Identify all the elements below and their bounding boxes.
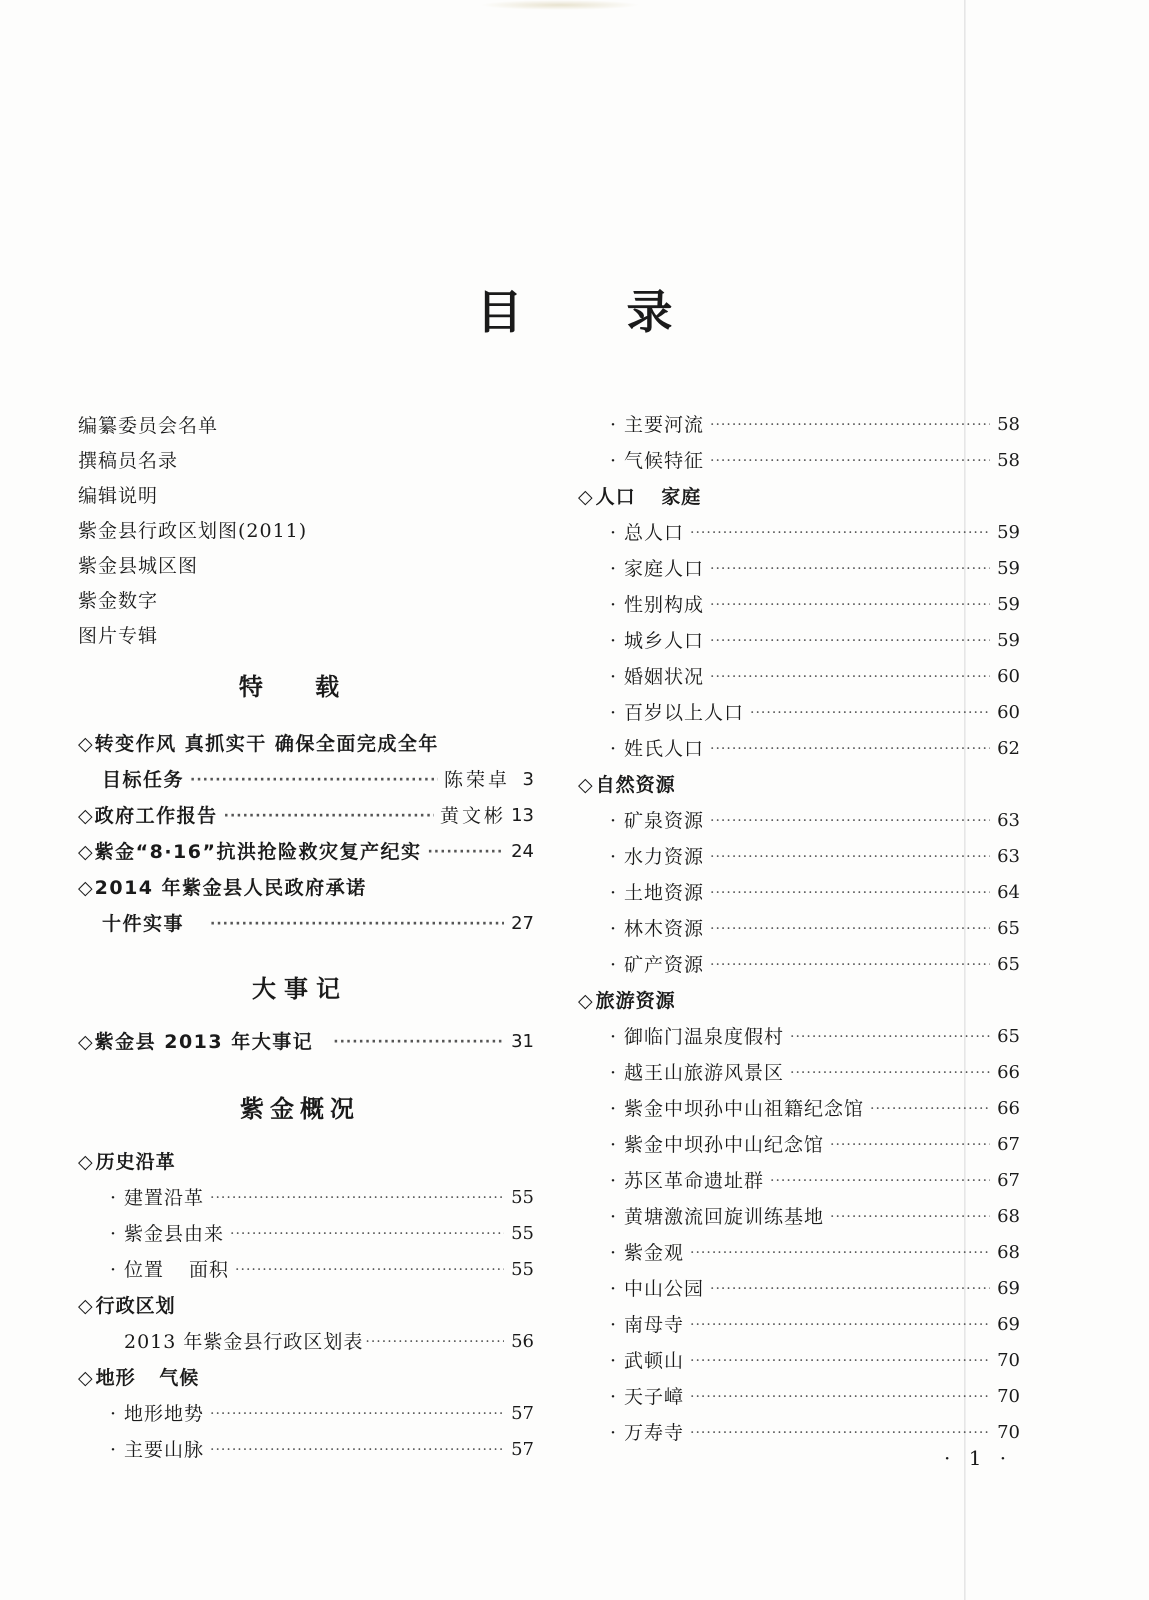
entry-author: 陈荣卓 [443,769,510,791]
bullet-icon: · [109,1403,117,1425]
toc-entry[interactable] [578,870,1020,906]
toc-entry[interactable] [78,757,534,793]
entry-label: 政府工作报告 [94,805,218,827]
category-label: 旅游资源 [595,990,676,1012]
entry-label: 紫金县城区图 [78,555,199,577]
leader-dots [710,592,990,618]
bullet-icon: · [609,414,617,436]
entry-page: 60 [997,702,1020,723]
leader-dots [710,556,990,582]
toc-entry[interactable] [578,1410,1020,1446]
leader-dots [710,952,990,978]
entry-label: 紫金“8·16”抗洪抢险救灾复产纪实 [94,841,422,863]
bullet-icon: · [609,630,617,652]
leader-dots [690,1420,990,1446]
toc-entry[interactable] [78,579,534,614]
toc-entry[interactable] [578,1194,1020,1230]
toc-entry[interactable] [78,1175,534,1211]
toc-entry[interactable] [578,1158,1020,1194]
toc-entry[interactable] [578,582,1020,618]
entry-page: 56 [511,1331,534,1352]
entry-label: 位置 面积 [124,1259,230,1281]
leader-dots [210,1437,504,1463]
leader-dots [790,1024,990,1050]
entry-page: 67 [997,1170,1020,1191]
entry-page: 31 [511,1031,534,1052]
bullet-icon: · [609,522,617,544]
entry-page: 66 [997,1062,1020,1083]
entry-label: 矿泉资源 [624,810,705,832]
entry-label: 紫金中坝孙中山祖籍纪念馆 [624,1098,865,1120]
leader-dots [710,808,990,834]
entry-label: 苏区革命遗址群 [624,1170,765,1192]
category-heading[interactable] [578,474,1020,510]
diamond-icon: ◇ [78,805,93,827]
toc-entry[interactable] [78,865,534,901]
title-char-left: 目 [476,285,523,339]
entry-label: 性别构成 [624,594,705,616]
category-heading[interactable] [578,762,1020,798]
scan-smudge [480,0,640,10]
entry-label: 建置沿革 [124,1187,205,1209]
bullet-icon: · [109,1439,117,1461]
bullet-icon: · [609,1314,617,1336]
entry-label: 2013 年紫金县行政区划表 [124,1331,364,1353]
toc-entry[interactable] [578,942,1020,978]
category-heading[interactable] [78,1139,534,1175]
toc-entry[interactable] [78,614,534,649]
bullet-icon: · [609,666,617,688]
diamond-icon: ◇ [78,841,93,863]
toc-entry[interactable] [578,438,1020,474]
leader-dots [710,448,990,474]
entry-page: 70 [997,1386,1020,1407]
bullet-icon: · [609,1134,617,1156]
entry-page: 69 [997,1278,1020,1299]
toc-entry[interactable] [78,1019,534,1055]
entry-page: 67 [997,1134,1020,1155]
toc-entry[interactable] [578,1014,1020,1050]
toc-entry[interactable] [578,834,1020,870]
leader-dots [710,736,990,762]
toc-right-column [578,402,1020,1446]
entry-label: 紫金县 2013 年大事记 [94,1031,314,1053]
entry-page: 69 [997,1314,1020,1335]
leader-dots [210,1185,504,1211]
leader-dots [365,1329,504,1355]
bullet-icon: · [609,1098,617,1120]
bullet-icon: · [609,1386,617,1408]
toc-entry[interactable] [578,690,1020,726]
entry-label: 十件实事 [102,913,185,935]
entry-page: 55 [511,1187,534,1208]
toc-entry[interactable] [78,793,534,829]
diamond-icon: ◇ [578,990,594,1012]
category-label: 地形 气候 [95,1367,200,1389]
leader-dots [770,1168,990,1194]
entry-page: 59 [997,522,1020,543]
leader-dots [690,520,990,546]
entry-page: 55 [511,1259,534,1280]
diamond-icon: ◇ [578,774,594,796]
bullet-icon: · [609,450,617,472]
toc-entry[interactable] [578,1086,1020,1122]
entry-page: 68 [997,1242,1020,1263]
bullet-icon: · [609,558,617,580]
entry-page: 55 [511,1223,534,1244]
leader-dots [750,700,990,726]
entry-label: 紫金观 [624,1242,685,1264]
entry-label: 地形地势 [124,1403,205,1425]
toc-entry[interactable] [78,1247,534,1283]
entry-page: 63 [997,846,1020,867]
bullet-icon: · [609,1278,617,1300]
entry-page: 65 [997,918,1020,939]
entry-author: 黄文彬 [439,805,506,827]
bullet-icon: · [609,810,617,832]
entry-page: 70 [997,1422,1020,1443]
category-heading[interactable] [578,978,1020,1014]
entry-page: 57 [511,1439,534,1460]
toc-entry[interactable] [578,510,1020,546]
bullet-icon: · [609,1062,617,1084]
leader-dots [427,839,504,865]
category-label: 自然资源 [595,774,676,796]
entry-page: 65 [997,1026,1020,1047]
bullet-icon: · [609,738,617,760]
entry-page: 66 [997,1098,1020,1119]
leader-dots [230,1221,504,1247]
diamond-icon: ◇ [78,1367,94,1389]
bullet-icon: · [609,1170,617,1192]
leader-dots [710,412,990,438]
toc-entry[interactable] [578,654,1020,690]
bullet-icon: · [109,1259,117,1281]
entry-label: 城乡人口 [624,630,705,652]
entry-label: 主要山脉 [124,1439,205,1461]
entry-label: 姓氏人口 [624,738,705,760]
entry-label: 武顿山 [624,1350,685,1372]
leader-dots [210,1401,504,1427]
leader-dots [710,1276,990,1302]
entry-label: 编辑说明 [78,485,159,507]
toc-entry[interactable] [578,1338,1020,1374]
entry-page: 70 [997,1350,1020,1371]
bullet-icon: · [609,882,617,904]
toc-entry[interactable] [78,1211,534,1247]
leader-dots [710,844,990,870]
entry-page: 62 [997,738,1020,759]
entry-label: 紫金县由来 [124,1223,225,1245]
toc-entry[interactable] [578,1374,1020,1410]
toc-entry[interactable] [78,404,534,439]
entry-page: 68 [997,1206,1020,1227]
category-label: 行政区划 [95,1295,176,1317]
entry-label: 越王山旅游风景区 [624,1062,785,1084]
leader-dots [870,1096,990,1122]
toc-entry[interactable] [578,402,1020,438]
leader-dots [690,1384,990,1410]
entry-label: 家庭人口 [624,558,705,580]
leader-dots [710,628,990,654]
bullet-icon: · [609,1350,617,1372]
entry-page: 64 [997,882,1020,903]
entry-label: 万寿寺 [624,1422,685,1444]
bullet-icon: · [609,702,617,724]
leader-dots [830,1204,990,1230]
entry-label: 目标任务 [102,769,185,791]
bullet-icon: · [609,846,617,868]
entry-page: 13 [511,805,534,826]
entry-label: 天子嶂 [624,1386,685,1408]
section-heading-special: 特 载 [238,673,362,701]
leader-dots [224,803,434,829]
category-heading[interactable] [78,1355,534,1391]
bullet-icon: · [609,1026,617,1048]
entry-label: 图片专辑 [78,625,159,647]
toc-entry[interactable] [578,906,1020,942]
leader-dots [710,664,990,690]
entry-label: 紫金县行政区划图(2011) [78,520,308,542]
toc-entry[interactable] [578,1230,1020,1266]
entry-page: 59 [997,558,1020,579]
diamond-icon: ◇ [78,1151,94,1173]
leader-dots [235,1257,504,1283]
entry-label: 百岁以上人口 [624,702,745,724]
entry-label: 总人口 [624,522,685,544]
toc-entry[interactable] [78,1319,534,1355]
toc-entry[interactable] [578,546,1020,582]
entry-page: 60 [997,666,1020,687]
toc-entry[interactable] [578,726,1020,762]
toc-entry[interactable] [78,1427,534,1463]
section-heading-overview: 紫金概况 [240,1095,360,1123]
toc-entry[interactable] [578,1050,1020,1086]
diamond-icon: ◇ [78,1295,94,1317]
leader-dots [190,767,438,793]
entry-label: 主要河流 [624,414,705,436]
entry-page: 57 [511,1403,534,1424]
entry-label: 紫金数字 [78,590,159,612]
bullet-icon: · [609,594,617,616]
category-heading[interactable] [78,1283,534,1319]
section-heading-events: 大事记 [252,975,348,1003]
bullet-icon: · [109,1187,117,1209]
entry-label: 紫金中坝孙中山纪念馆 [624,1134,825,1156]
title-char-right: 录 [626,285,673,339]
toc-entry[interactable] [578,618,1020,654]
bullet-icon: · [609,1242,617,1264]
bullet-icon: · [609,918,617,940]
toc-entry[interactable] [78,829,534,865]
entry-page: 58 [997,450,1020,471]
entry-label: 中山公园 [624,1278,705,1300]
bullet-icon: · [609,1206,617,1228]
entry-page: 59 [997,594,1020,615]
category-label: 人口 家庭 [595,486,702,508]
entry-page: 27 [511,913,534,934]
entry-label: 黄塘激流回旋训练基地 [624,1206,825,1228]
bullet-icon: · [609,1422,617,1444]
entry-page: 58 [997,414,1020,435]
toc-entry[interactable] [78,901,534,937]
entry-label: 婚姻状况 [624,666,705,688]
bullet-icon: · [109,1223,117,1245]
entry-label: 气候特征 [624,450,705,472]
entry-label: 南母寺 [624,1314,685,1336]
category-label: 历史沿革 [95,1151,176,1173]
entry-label: 林木资源 [624,918,705,940]
leader-dots [790,1060,990,1086]
diamond-icon: ◇ [78,1031,93,1053]
toc-entry[interactable] [578,1302,1020,1338]
entry-page: 24 [511,841,534,862]
bullet-icon: · [609,954,617,976]
entry-label: 御临门温泉度假村 [624,1026,785,1048]
entry-label: 矿产资源 [624,954,705,976]
toc-entry[interactable] [78,721,534,757]
entry-label: 土地资源 [624,882,705,904]
entry-label: 2014 年紫金县人民政府承诺 [94,877,367,899]
toc-entry[interactable] [78,474,534,509]
page-title [0,282,1149,342]
diamond-icon: ◇ [578,486,594,508]
leader-dots [710,916,990,942]
leader-dots [210,911,504,937]
toc-entry[interactable] [78,544,534,579]
entry-page: 63 [997,810,1020,831]
entry-label: 水力资源 [624,846,705,868]
toc-entry[interactable] [578,1122,1020,1158]
leader-dots [690,1312,990,1338]
leader-dots [690,1240,990,1266]
toc-entry[interactable] [578,1266,1020,1302]
leader-dots [333,1029,504,1055]
leader-dots [830,1132,990,1158]
entry-page: 3 [522,769,534,790]
entry-page: 65 [997,954,1020,975]
toc-left-column [78,404,534,1463]
entry-label: 撰稿员名录 [78,450,179,472]
toc-entry[interactable] [78,439,534,474]
leader-dots [690,1348,990,1374]
toc-entry[interactable] [78,509,534,544]
diamond-icon: ◇ [78,733,93,755]
toc-entry[interactable] [578,798,1020,834]
diamond-icon: ◇ [78,877,93,899]
entry-label: 编纂委员会名单 [78,415,219,437]
entry-label: 转变作风 真抓实干 确保全面完成全年 [94,733,439,755]
page-number: · 1 · [944,1446,1013,1470]
toc-entry[interactable] [78,1391,534,1427]
entry-page: 59 [997,630,1020,651]
leader-dots [710,880,990,906]
